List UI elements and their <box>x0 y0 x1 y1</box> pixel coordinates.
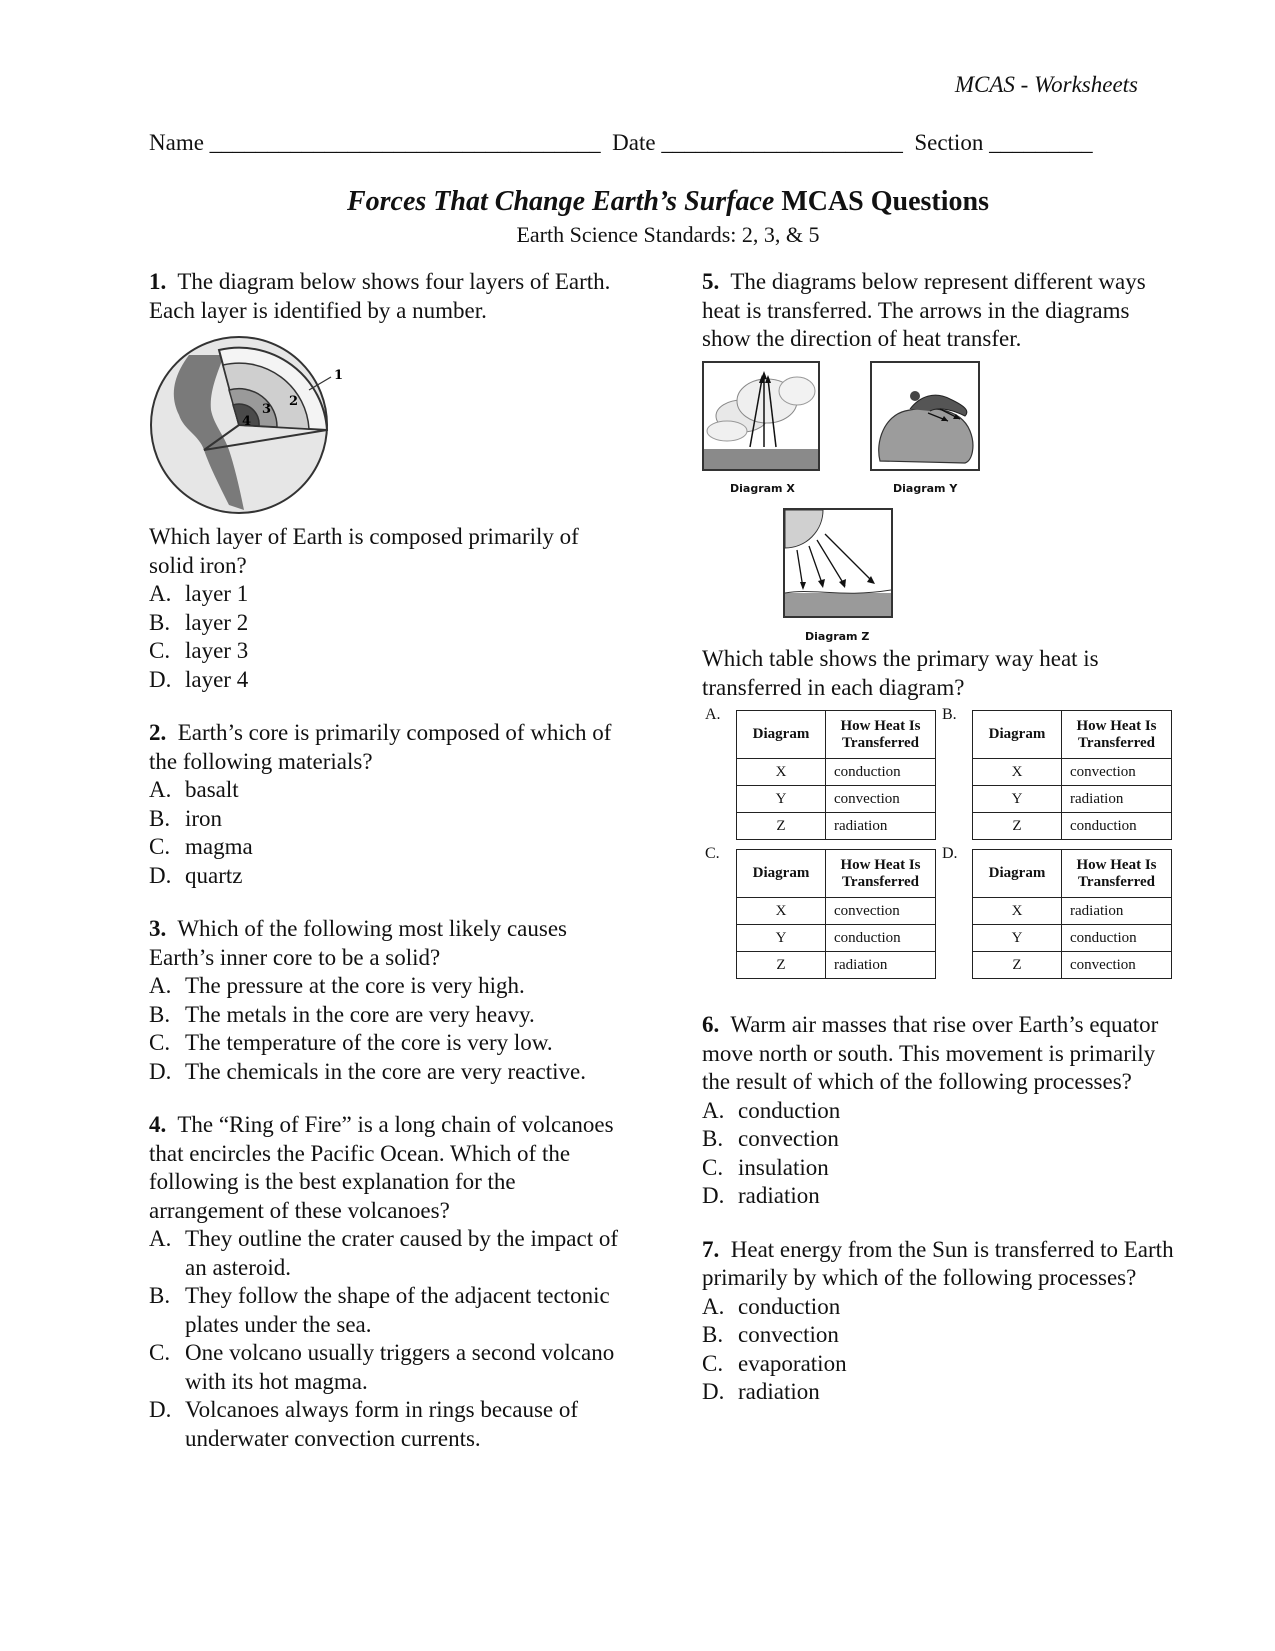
table-c-header-diagram: Diagram <box>737 850 826 898</box>
q1-option-a[interactable]: A. layer 1 <box>149 581 249 606</box>
question-5-question: Which table shows the primary way heat is transferred in each diagram? <box>702 646 1099 700</box>
diagram-x-convection <box>702 361 822 473</box>
q2-option-a[interactable]: A. basalt <box>149 777 239 802</box>
table-a-header-how: How Heat Is Transferred <box>826 711 936 759</box>
q4-option-d[interactable]: D. Volcanoes always form in rings because of underwater convection currents. <box>149 1397 579 1451</box>
table-a-row3-method: radiation <box>826 813 936 840</box>
table-d-row1-method: radiation <box>1062 898 1172 925</box>
layer-3-label: 3 <box>262 402 272 417</box>
worksheet-series-label: MCAS - Worksheets <box>954 72 1138 97</box>
diagram-z-label: Diagram Z <box>805 630 870 643</box>
table-d[interactable] <box>972 849 1172 979</box>
q3-option-b[interactable]: B. The metals in the core are very heavy. <box>149 1001 535 1027</box>
table-b-row2-diagram: Y <box>973 786 1062 813</box>
question-1-text: The diagram below shows four layers of Earth. Each layer is identified by a number. <box>149 269 611 323</box>
layer-4-label: 4 <box>242 414 252 429</box>
table-c-row3-diagram: Z <box>737 952 826 979</box>
table-a-row2-method: convection <box>826 786 936 813</box>
table-a-label[interactable]: A. <box>705 706 721 723</box>
question-1 <box>149 268 629 325</box>
table-c-label[interactable]: C. <box>705 845 720 862</box>
table-a-row3-diagram: Z <box>737 813 826 840</box>
table-c-row3-method: radiation <box>826 952 936 979</box>
table-c-row2-method: conduction <box>826 925 936 952</box>
diagram-y-label: Diagram Y <box>893 482 958 495</box>
q7-option-b[interactable]: B. convection <box>702 1322 839 1347</box>
question-7-text: Heat energy from the Sun is transferred to Earth primarily by which of the following processes? <box>702 1236 1174 1290</box>
question-4-number: 4. <box>149 1112 167 1137</box>
q3-option-c[interactable]: C. The temperature of the core is very low. <box>149 1030 553 1055</box>
layer-2-label: 2 <box>289 394 299 409</box>
table-a-header-diagram: Diagram <box>737 711 826 759</box>
question-7-number: 7. <box>702 1236 720 1262</box>
q2-option-d[interactable]: D. quartz <box>149 862 243 888</box>
table-a-row1-diagram: X <box>737 759 826 786</box>
q4-option-b[interactable]: B. They follow the shape of the adjacent tectonic plates under the sea. <box>149 1283 610 1337</box>
q6-option-d[interactable]: D. radiation <box>702 1183 820 1208</box>
table-a[interactable] <box>736 710 936 840</box>
question-1-number: 1. <box>149 269 167 294</box>
diagram-z-radiation <box>783 508 895 620</box>
right-column-lower <box>702 1011 1182 1432</box>
question-2-text: Earth’s core is primarily composed of which of the following materials? <box>149 720 612 774</box>
table-b-row3-method: conduction <box>1062 813 1172 840</box>
q4-option-c[interactable]: C. One volcano usually triggers a second volcano with its hot magma. <box>149 1340 615 1394</box>
name-date-section-line[interactable]: Name __________________________________ Date _____________________ Section _________ <box>149 130 1093 155</box>
left-column <box>149 268 629 1478</box>
question-5-number: 5. <box>702 269 720 294</box>
table-b[interactable] <box>972 710 1172 840</box>
question-3 <box>149 915 629 1086</box>
table-c-row1-diagram: X <box>737 898 826 925</box>
q1-option-d[interactable]: D. layer 4 <box>149 666 249 692</box>
question-2-number: 2. <box>149 720 167 745</box>
layer-1-label: 1 <box>334 368 344 383</box>
table-b-row2-method: radiation <box>1062 786 1172 813</box>
table-d-row1-diagram: X <box>973 898 1062 925</box>
table-a-row1-method: conduction <box>826 759 936 786</box>
q2-option-b[interactable]: B. iron <box>149 805 223 831</box>
page-title <box>0 186 1275 218</box>
right-column <box>702 268 1182 354</box>
title-italic: Forces That Change Earth’s Surface <box>346 186 775 217</box>
table-c[interactable] <box>736 849 936 979</box>
q6-option-b[interactable]: B. convection <box>702 1126 839 1151</box>
table-c-row2-diagram: Y <box>737 925 826 952</box>
question-3-text: Which of the following most likely causes Earth’s inner core to be a solid? <box>149 916 567 970</box>
question-3-number: 3. <box>149 916 167 941</box>
table-d-row2-method: conduction <box>1062 925 1172 952</box>
diagram-x-label: Diagram X <box>730 482 795 495</box>
table-b-row1-diagram: X <box>973 759 1062 786</box>
table-a-row2-diagram: Y <box>737 786 826 813</box>
table-d-row2-diagram: Y <box>973 925 1062 952</box>
earth-layers-diagram <box>149 335 349 515</box>
table-c-header-how: How Heat Is Transferred <box>826 850 936 898</box>
table-b-row3-diagram: Z <box>973 813 1062 840</box>
q6-option-c[interactable]: C. insulation <box>702 1154 829 1180</box>
question-6-text: Warm air masses that rise over Earth’s equator move north or south. This movement is primarily the result of which of the following processes? <box>702 1012 1159 1094</box>
q7-option-a[interactable]: A. conduction <box>702 1293 841 1319</box>
q6-option-a[interactable]: A. conduction <box>702 1097 841 1123</box>
table-d-header-diagram: Diagram <box>973 850 1062 898</box>
question-6 <box>702 1011 1182 1211</box>
q7-option-c[interactable]: C. evaporation <box>702 1350 847 1376</box>
question-1-prompt <box>149 523 629 694</box>
q4-option-a[interactable]: A. They outline the crater caused by the impact of an asteroid. <box>149 1226 618 1280</box>
q1-option-c[interactable]: C. layer 3 <box>149 638 249 663</box>
question-4 <box>149 1111 629 1453</box>
table-c-row1-method: convection <box>826 898 936 925</box>
title-rest: MCAS Questions <box>774 186 990 217</box>
table-b-label[interactable]: B. <box>942 706 957 723</box>
table-d-row3-diagram: Z <box>973 952 1062 979</box>
question-2 <box>149 719 629 890</box>
question-5 <box>702 268 1182 354</box>
question-6-number: 6. <box>702 1012 720 1037</box>
table-b-header-diagram: Diagram <box>973 711 1062 759</box>
question-4-text: The “Ring of Fire” is a long chain of volcanoes that encircles the Pacific Ocean. Which of the following is the best explanation for the arrangement of these volcanoes? <box>149 1112 614 1223</box>
q3-option-a[interactable]: A. The pressure at the core is very high. <box>149 973 525 998</box>
table-b-header-how: How Heat Is Transferred <box>1062 711 1172 759</box>
q1-option-b[interactable]: B. layer 2 <box>149 609 249 635</box>
q2-option-c[interactable]: C. magma <box>149 834 253 859</box>
question-7 <box>702 1236 1182 1407</box>
question-1-question: Which layer of Earth is composed primarily of solid iron? <box>149 524 579 578</box>
table-d-header-how: How Heat Is Transferred <box>1062 850 1172 898</box>
table-d-label[interactable]: D. <box>942 845 958 862</box>
page-subtitle: Earth Science Standards: 2, 3, & 5 <box>516 222 820 247</box>
diagram-y-conduction <box>870 361 982 473</box>
q3-option-d[interactable]: D. The chemicals in the core are very reactive. <box>149 1058 586 1084</box>
table-b-row1-method: convection <box>1062 759 1172 786</box>
q7-option-d[interactable]: D. radiation <box>702 1379 820 1404</box>
question-5-text: The diagrams below represent different ways heat is transferred. The arrows in the diagrams show the direction of heat transfer. <box>702 269 1146 351</box>
table-d-row3-method: convection <box>1062 952 1172 979</box>
